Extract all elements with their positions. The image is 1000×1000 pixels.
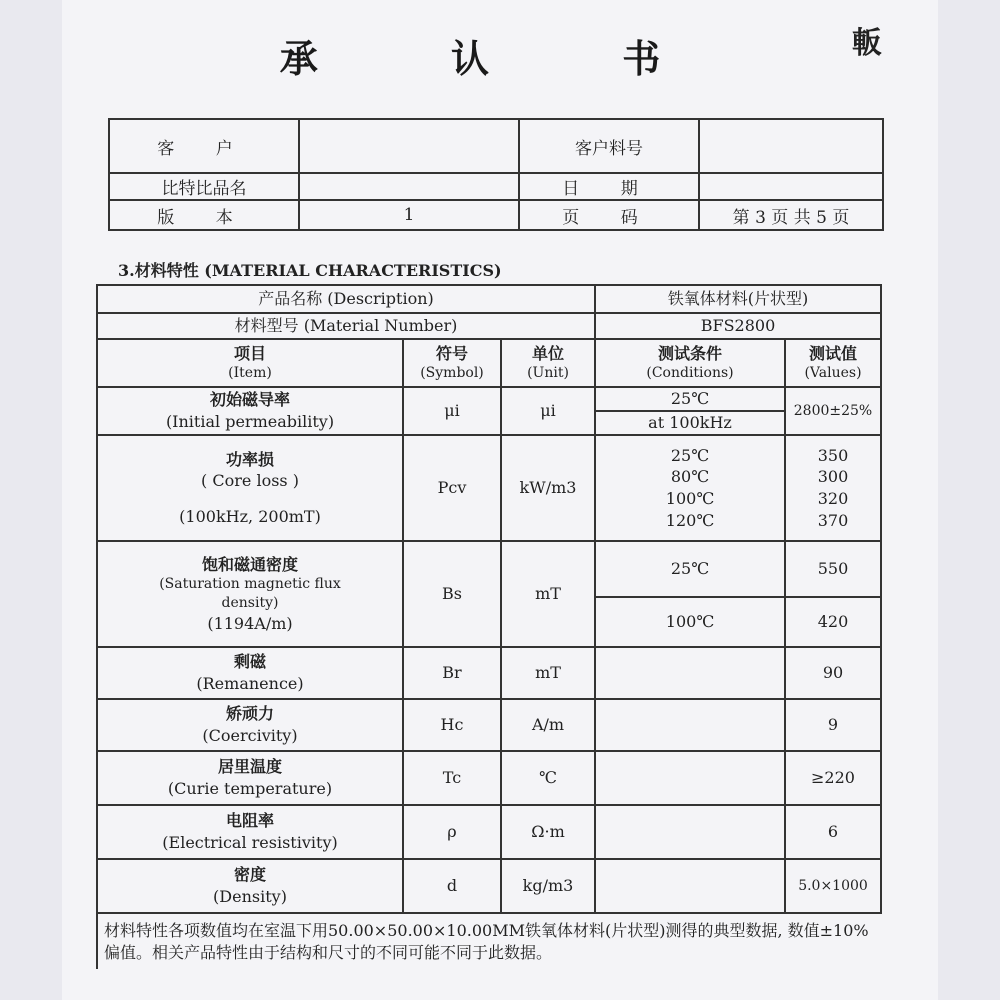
customer-label: 客 户 [109,119,299,173]
saturation-unit: mT [501,541,595,647]
resistivity-symbol: ρ [403,805,501,859]
curie-value: ≥220 [785,751,881,805]
document-title: 承 认 书 [279,36,721,81]
resistivity-cond [595,805,785,859]
remanence-value: 90 [785,647,881,699]
saturation-cond-100: 100℃ [595,597,785,647]
saturation-value-25: 550 [785,541,881,597]
version-label: 版 本 [109,200,299,230]
permeability-unit: μi [501,387,595,435]
curie-symbol: Tc [403,751,501,805]
density-unit: kg/m3 [501,859,595,913]
curie-cond [595,751,785,805]
density-cond [595,859,785,913]
core-loss-values: 350 300 320 370 [785,435,881,541]
company-logo: 䡊 [852,26,882,61]
section-title: 3.材料特性 (MATERIAL CHARACTERISTICS) [118,261,502,280]
material-label: 材料型号 (Material Number) [97,313,595,339]
date-value [699,173,883,200]
coercivity-item: 矫顽力 (Coercivity) [97,699,403,751]
permeability-cond-temp: 25℃ [595,387,785,411]
saturation-cond-25: 25℃ [595,541,785,597]
remanence-cond [595,647,785,699]
material-value: BFS2800 [595,313,881,339]
product-name-label: 比特比品名 [109,173,299,200]
col-values: 测试值 (Values) [785,339,881,387]
density-item: 密度 (Density) [97,859,403,913]
saturation-value-100: 420 [785,597,881,647]
remanence-item: 剩磁 (Remanence) [97,647,403,699]
coercivity-value: 9 [785,699,881,751]
curie-unit: ℃ [501,751,595,805]
saturation-item: 饱和磁通密度 (Saturation magnetic flux density) (1194A/m) [97,541,403,647]
page-label: 页 码 [519,200,699,230]
remanence-unit: mT [501,647,595,699]
customer-value [299,119,519,173]
saturation-symbol: Bs [403,541,501,647]
resistivity-unit: Ω·m [501,805,595,859]
col-conditions: 测试条件 (Conditions) [595,339,785,387]
core-loss-conditions: 25℃ 80℃ 100℃ 120℃ [595,435,785,541]
customer-part-no-value [699,119,883,173]
col-item: 项目 (Item) [97,339,403,387]
product-name-value [299,173,519,200]
header-table [108,118,884,231]
version-value: 1 [299,200,519,230]
col-symbol: 符号 (Symbol) [403,339,501,387]
density-value: 5.0×1000 [785,859,881,913]
permeability-symbol: μi [403,387,501,435]
date-label: 日 期 [519,173,699,200]
permeability-cond-freq: at 100kHz [595,411,785,435]
coercivity-unit: A/m [501,699,595,751]
material-table [96,284,882,969]
coercivity-cond [595,699,785,751]
resistivity-item: 电阻率 (Electrical resistivity) [97,805,403,859]
col-unit: 单位 (Unit) [501,339,595,387]
coercivity-symbol: Hc [403,699,501,751]
core-loss-symbol: Pcv [403,435,501,541]
density-symbol: d [403,859,501,913]
description-label: 产品名称 (Description) [97,285,595,313]
core-loss-item: 功率损 ( Core loss ) (100kHz, 200mT) [97,435,403,541]
resistivity-value: 6 [785,805,881,859]
remanence-symbol: Br [403,647,501,699]
footnote: 材料特性各项数值均在室温下用50.00×50.00×10.00MM铁氧体材料(片状型)测得的典型数据, 数值±10%偏值。相关产品特性由于结构和尺寸的不同可能不同于此数据。 [97,913,881,969]
permeability-item: 初始磁导率 (Initial permeability) [97,387,403,435]
permeability-value: 2800±25% [785,387,881,435]
description-value: 铁氧体材料(片状型) [595,285,881,313]
core-loss-unit: kW/m3 [501,435,595,541]
page-value: 第 3 页 共 5 页 [699,200,883,230]
customer-part-no-label: 客户料号 [519,119,699,173]
curie-item: 居里温度 (Curie temperature) [97,751,403,805]
